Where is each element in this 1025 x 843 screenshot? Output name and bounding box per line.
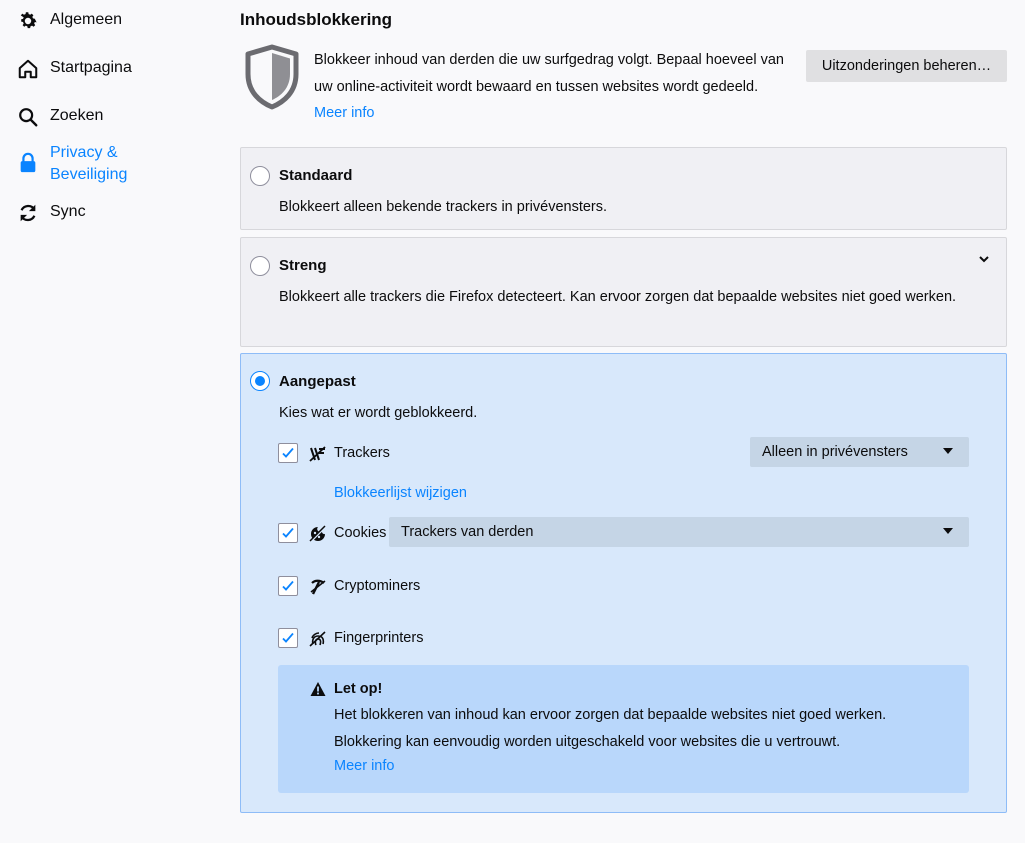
sidebar-item-search[interactable]: [16, 105, 103, 129]
sidebar-item-label: Sync: [50, 203, 86, 220]
custom-radio[interactable]: [250, 371, 270, 391]
content-blocking-description: Blokkeer inhoud van derden die uw surfgedrag volgt. Bepaal hoeveel van uw online-activiteit wordt bewaard en tussen websites wordt gedeeld. Meer info: [314, 52, 784, 121]
checkmark-icon: [281, 446, 295, 460]
trackers-dropdown[interactable]: Alleen in privévensters: [750, 437, 969, 467]
standard-description: Blokkeert alleen bekende trackers in privévensters.: [279, 199, 608, 215]
sidebar-item-general[interactable]: [16, 9, 122, 33]
search-icon: [16, 105, 40, 129]
cookies-icon: [309, 525, 327, 543]
manage-exceptions-button[interactable]: Uitzonderingen beheren…: [806, 50, 1007, 82]
option-strict[interactable]: [240, 237, 1007, 347]
cryptominers-icon: [309, 578, 327, 596]
custom-title: Aangepast: [279, 373, 356, 390]
cookies-checkbox[interactable]: [278, 523, 298, 543]
gear-icon: [16, 9, 40, 33]
dropdown-arrow-icon: [943, 448, 953, 454]
dropdown-arrow-icon: [943, 528, 953, 534]
trackers-checkbox[interactable]: [278, 443, 298, 463]
learn-more-link[interactable]: Meer info: [314, 105, 375, 121]
strict-title: Streng: [279, 257, 327, 274]
section-title: Inhoudsblokkering: [240, 10, 393, 29]
shield-icon: [244, 44, 300, 110]
checkmark-icon: [281, 631, 295, 645]
fingerprinters-label: Fingerprinters: [334, 630, 424, 646]
sidebar-item-label: Privacy & Beveiliging: [50, 144, 128, 183]
sidebar-item-privacy[interactable]: [16, 142, 150, 186]
checkmark-icon: [281, 526, 295, 540]
standard-title: Standaard: [279, 167, 353, 184]
lock-icon: [16, 151, 40, 175]
option-standard[interactable]: [240, 147, 1007, 230]
warning-icon: [310, 681, 326, 697]
warning-text: Het blokkeren van inhoud kan ervoor zorgen dat bepaalde websites niet goed werken. Blokkering kan eenvoudig worden uitgeschakeld voor websites die u vertrouwt.: [334, 707, 887, 750]
sidebar-item-label: Startpagina: [50, 59, 132, 76]
cookies-label: Cookies: [334, 525, 387, 541]
sidebar-item-label: Zoeken: [50, 107, 104, 124]
trackers-icon: [309, 445, 327, 463]
warning-learn-more-link[interactable]: Meer info: [334, 758, 395, 774]
cookies-dropdown[interactable]: Trackers van derden: [389, 517, 969, 547]
fingerprinters-checkbox[interactable]: [278, 628, 298, 648]
custom-description: Kies wat er wordt geblokkeerd.: [279, 405, 478, 421]
fingerprint-icon: [309, 630, 327, 648]
cryptominers-label: Cryptominers: [334, 578, 421, 594]
standard-radio[interactable]: [250, 166, 270, 186]
sidebar-item-label: Algemeen: [50, 11, 123, 28]
option-custom[interactable]: [240, 353, 1007, 813]
cryptominers-checkbox[interactable]: [278, 576, 298, 596]
trackers-label: Trackers: [334, 445, 390, 461]
warning-box: [278, 665, 969, 793]
strict-radio[interactable]: [250, 256, 270, 276]
change-blocklist-link[interactable]: Blokkeerlijst wijzigen: [334, 485, 467, 501]
warning-title: Let op!: [334, 681, 383, 697]
chevron-down-icon[interactable]: [978, 253, 990, 265]
sidebar-item-home[interactable]: [16, 57, 132, 81]
sync-icon: [16, 201, 40, 225]
strict-description: Blokkeert alle trackers die Firefox detecteert. Kan ervoor zorgen dat bepaalde websites niet goed werken.: [279, 289, 957, 305]
sidebar-item-sync[interactable]: [16, 201, 86, 225]
checkmark-icon: [281, 579, 295, 593]
home-icon: [16, 57, 40, 81]
